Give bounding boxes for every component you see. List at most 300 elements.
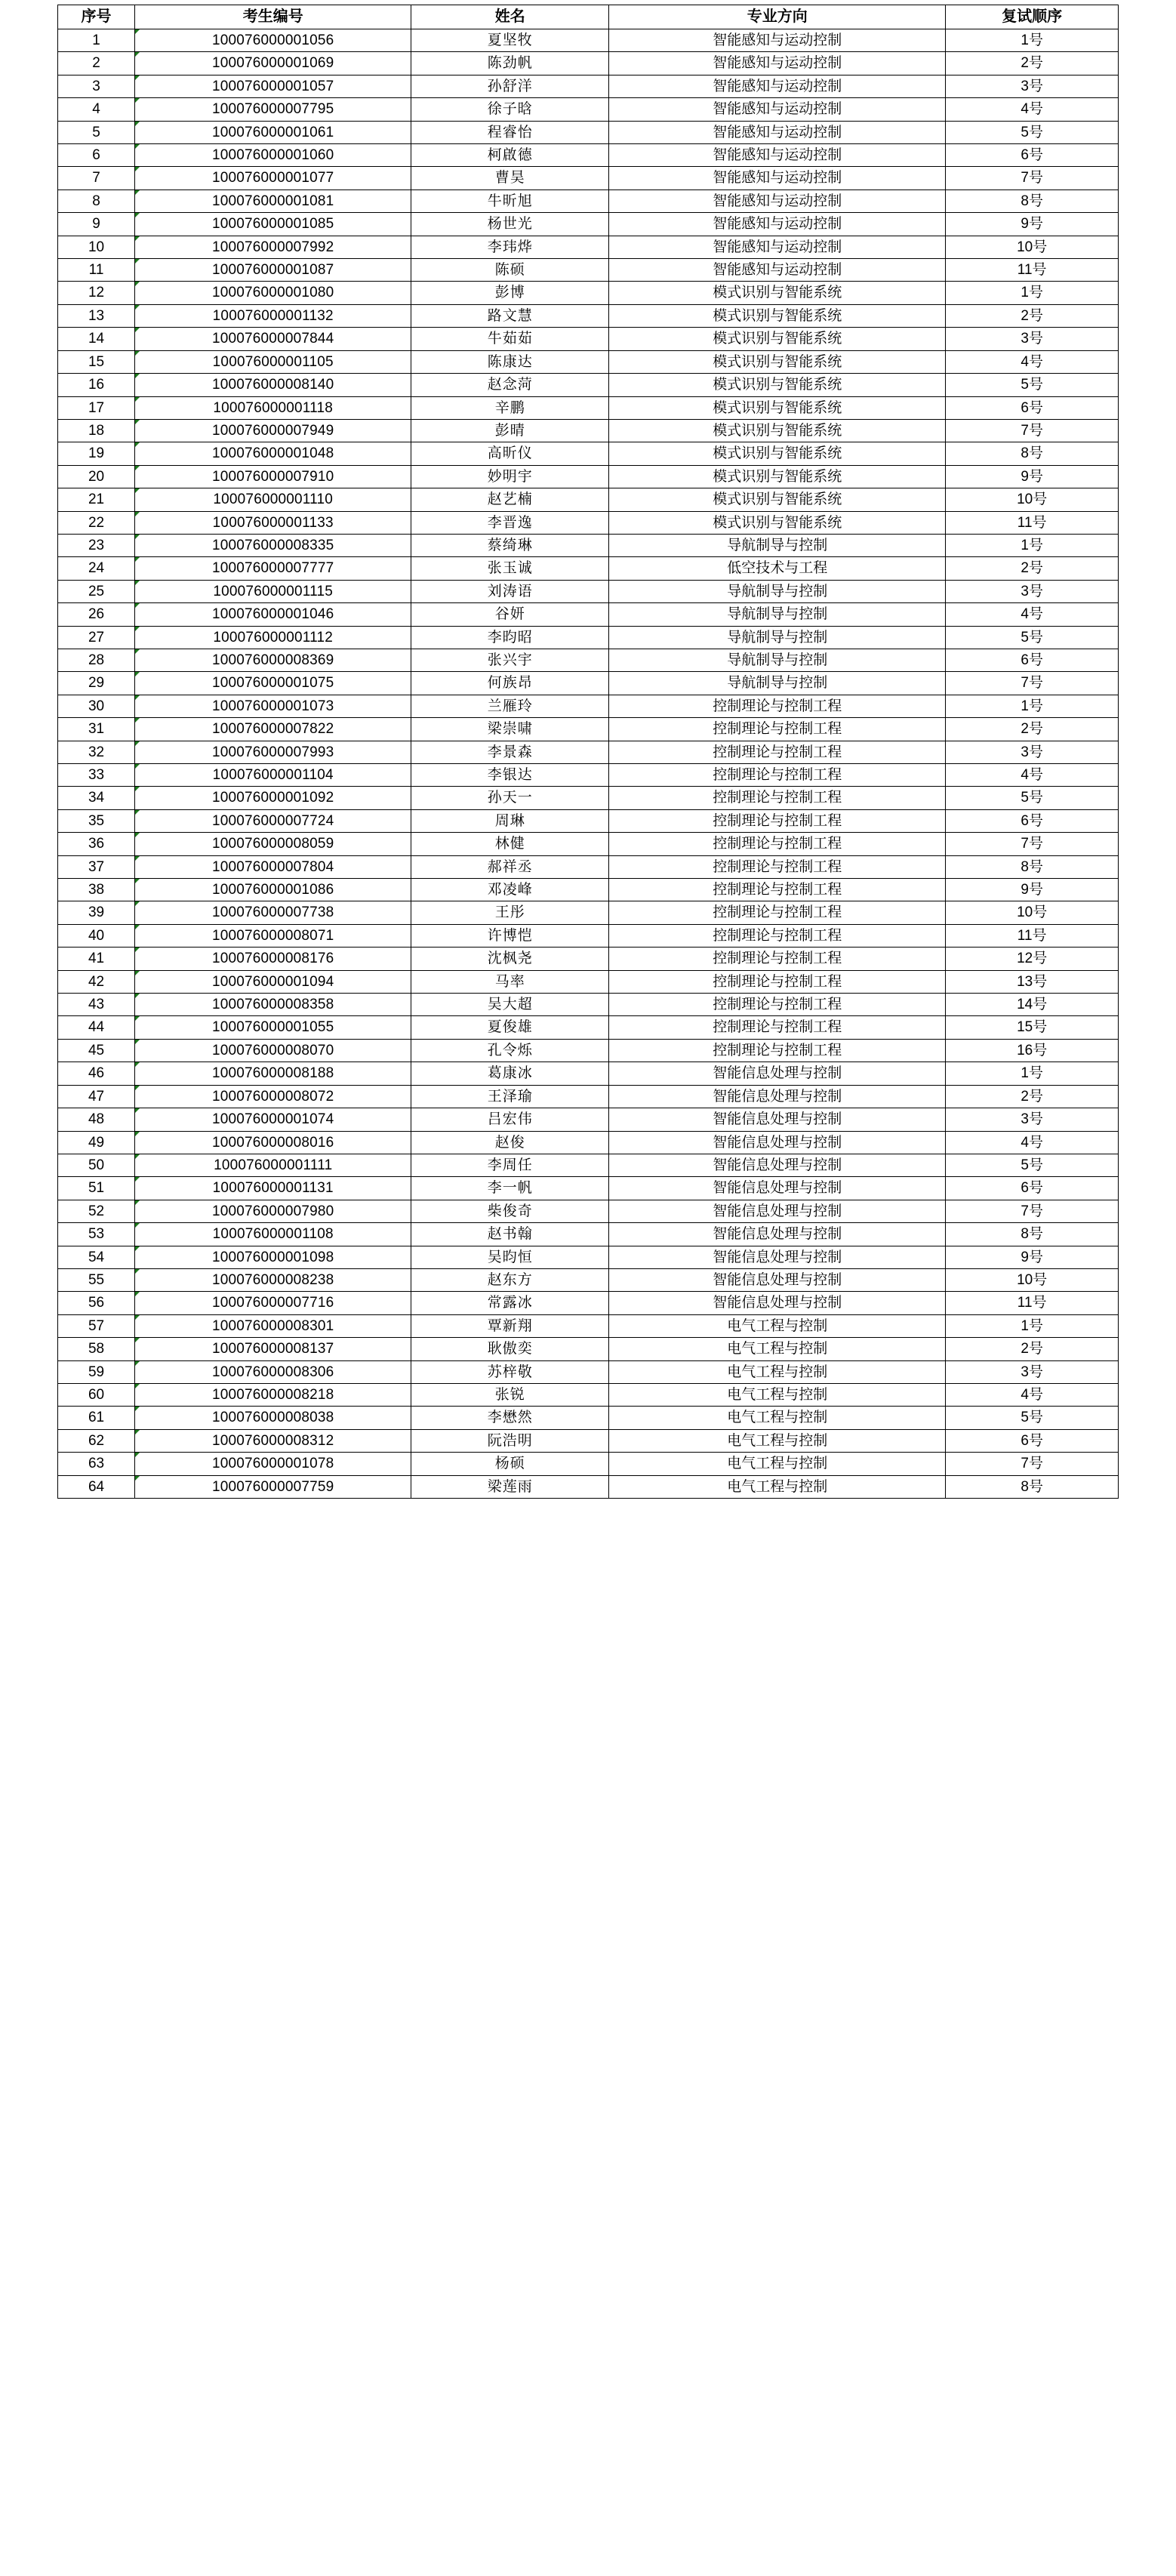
cell-seq[interactable]: 56 xyxy=(58,1292,135,1314)
cell-interview-order[interactable]: 11号 xyxy=(946,511,1119,534)
cell-seq[interactable]: 39 xyxy=(58,901,135,924)
table-row[interactable] xyxy=(58,1223,1119,1246)
cell-interview-order[interactable]: 10号 xyxy=(946,901,1119,924)
table-row[interactable] xyxy=(58,672,1119,695)
cell-major[interactable]: 智能感知与运动控制 xyxy=(609,52,946,75)
cell-major[interactable]: 控制理论与控制工程 xyxy=(609,787,946,809)
table-row[interactable] xyxy=(58,1062,1119,1085)
cell-interview-order[interactable]: 2号 xyxy=(946,52,1119,75)
cell-seq[interactable]: 2 xyxy=(58,52,135,75)
cell-exam-number[interactable]: 100076000001081 xyxy=(135,190,411,212)
cell-major[interactable]: 控制理论与控制工程 xyxy=(609,924,946,947)
cell-name[interactable]: 耿傲奕 xyxy=(411,1338,609,1360)
cell-major[interactable]: 模式识别与智能系统 xyxy=(609,396,946,419)
cell-name[interactable]: 赵艺楠 xyxy=(411,488,609,511)
cell-interview-order[interactable]: 15号 xyxy=(946,1016,1119,1039)
cell-name[interactable]: 谷妍 xyxy=(411,603,609,626)
cell-major[interactable]: 智能感知与运动控制 xyxy=(609,75,946,97)
cell-interview-order[interactable]: 3号 xyxy=(946,1108,1119,1131)
cell-interview-order[interactable]: 11号 xyxy=(946,259,1119,282)
cell-exam-number[interactable]: 100076000001118 xyxy=(135,396,411,419)
cell-seq[interactable]: 50 xyxy=(58,1154,135,1176)
cell-seq[interactable]: 10 xyxy=(58,236,135,258)
cell-seq[interactable]: 49 xyxy=(58,1131,135,1154)
cell-seq[interactable]: 25 xyxy=(58,580,135,602)
cell-name[interactable]: 李周任 xyxy=(411,1154,609,1176)
table-row[interactable] xyxy=(58,809,1119,832)
table-row[interactable] xyxy=(58,1246,1119,1268)
cell-major[interactable]: 控制理论与控制工程 xyxy=(609,901,946,924)
cell-name[interactable]: 覃新翔 xyxy=(411,1314,609,1337)
cell-seq[interactable]: 26 xyxy=(58,603,135,626)
table-row[interactable] xyxy=(58,534,1119,556)
cell-exam-number[interactable]: 100076000008238 xyxy=(135,1268,411,1291)
table-row[interactable] xyxy=(58,465,1119,488)
cell-major[interactable]: 控制理论与控制工程 xyxy=(609,741,946,763)
cell-interview-order[interactable]: 4号 xyxy=(946,98,1119,121)
cell-major[interactable]: 控制理论与控制工程 xyxy=(609,855,946,878)
cell-seq[interactable]: 11 xyxy=(58,259,135,282)
cell-seq[interactable]: 8 xyxy=(58,190,135,212)
cell-name[interactable]: 郝祥丞 xyxy=(411,855,609,878)
table-row[interactable] xyxy=(58,29,1119,52)
cell-interview-order[interactable]: 4号 xyxy=(946,764,1119,787)
cell-seq[interactable]: 34 xyxy=(58,787,135,809)
cell-major[interactable]: 智能感知与运动控制 xyxy=(609,98,946,121)
cell-name[interactable]: 孙舒洋 xyxy=(411,75,609,97)
table-row[interactable] xyxy=(58,649,1119,671)
cell-seq[interactable]: 9 xyxy=(58,213,135,236)
cell-major[interactable]: 模式识别与智能系统 xyxy=(609,304,946,327)
cell-interview-order[interactable]: 8号 xyxy=(946,1223,1119,1246)
cell-name[interactable]: 常露冰 xyxy=(411,1292,609,1314)
cell-name[interactable]: 许博恺 xyxy=(411,924,609,947)
cell-name[interactable]: 陈劲帆 xyxy=(411,52,609,75)
cell-major[interactable]: 模式识别与智能系统 xyxy=(609,328,946,350)
cell-interview-order[interactable]: 11号 xyxy=(946,1292,1119,1314)
cell-name[interactable]: 邓凌峰 xyxy=(411,879,609,901)
cell-seq[interactable]: 17 xyxy=(58,396,135,419)
cell-major[interactable]: 模式识别与智能系统 xyxy=(609,282,946,304)
cell-exam-number[interactable]: 100076000001105 xyxy=(135,350,411,373)
cell-major[interactable]: 智能感知与运动控制 xyxy=(609,213,946,236)
cell-name[interactable]: 牛昕旭 xyxy=(411,190,609,212)
cell-exam-number[interactable]: 100076000008312 xyxy=(135,1429,411,1452)
cell-interview-order[interactable]: 9号 xyxy=(946,879,1119,901)
cell-name[interactable]: 高昕仪 xyxy=(411,442,609,465)
cell-exam-number[interactable]: 100076000001098 xyxy=(135,1246,411,1268)
cell-seq[interactable]: 47 xyxy=(58,1085,135,1108)
table-row[interactable] xyxy=(58,259,1119,282)
table-row[interactable] xyxy=(58,213,1119,236)
cell-interview-order[interactable]: 2号 xyxy=(946,1338,1119,1360)
cell-name[interactable]: 程睿怡 xyxy=(411,121,609,143)
cell-major[interactable]: 电气工程与控制 xyxy=(609,1429,946,1452)
cell-name[interactable]: 杨世光 xyxy=(411,213,609,236)
cell-interview-order[interactable]: 5号 xyxy=(946,1154,1119,1176)
cell-major[interactable]: 智能信息处理与控制 xyxy=(609,1062,946,1085)
cell-major[interactable]: 智能信息处理与控制 xyxy=(609,1223,946,1246)
cell-major[interactable]: 控制理论与控制工程 xyxy=(609,764,946,787)
cell-seq[interactable]: 46 xyxy=(58,1062,135,1085)
table-row[interactable] xyxy=(58,718,1119,741)
cell-major[interactable]: 智能感知与运动控制 xyxy=(609,190,946,212)
table-row[interactable] xyxy=(58,1085,1119,1108)
cell-interview-order[interactable]: 6号 xyxy=(946,649,1119,671)
cell-interview-order[interactable]: 9号 xyxy=(946,465,1119,488)
cell-exam-number[interactable]: 100076000001085 xyxy=(135,213,411,236)
cell-name[interactable]: 张玉诚 xyxy=(411,557,609,580)
cell-exam-number[interactable]: 100076000001110 xyxy=(135,488,411,511)
cell-interview-order[interactable]: 8号 xyxy=(946,1475,1119,1498)
cell-exam-number[interactable]: 100076000001115 xyxy=(135,580,411,602)
cell-major[interactable]: 控制理论与控制工程 xyxy=(609,879,946,901)
cell-seq[interactable]: 35 xyxy=(58,809,135,832)
cell-name[interactable]: 夏坚牧 xyxy=(411,29,609,52)
cell-name[interactable]: 刘涛语 xyxy=(411,580,609,602)
cell-interview-order[interactable]: 2号 xyxy=(946,304,1119,327)
table-row[interactable] xyxy=(58,1039,1119,1062)
cell-exam-number[interactable]: 100076000001060 xyxy=(135,144,411,167)
cell-major[interactable]: 导航制导与控制 xyxy=(609,649,946,671)
table-row[interactable] xyxy=(58,1108,1119,1131)
cell-name[interactable]: 徐子晗 xyxy=(411,98,609,121)
cell-major[interactable]: 智能感知与运动控制 xyxy=(609,29,946,52)
cell-major[interactable]: 控制理论与控制工程 xyxy=(609,833,946,855)
table-row[interactable] xyxy=(58,1016,1119,1039)
cell-interview-order[interactable]: 6号 xyxy=(946,809,1119,832)
table-row[interactable] xyxy=(58,511,1119,534)
table-row[interactable] xyxy=(58,419,1119,442)
cell-interview-order[interactable]: 13号 xyxy=(946,970,1119,993)
cell-seq[interactable]: 57 xyxy=(58,1314,135,1337)
cell-name[interactable]: 苏梓敬 xyxy=(411,1360,609,1383)
table-row[interactable] xyxy=(58,75,1119,97)
table-row[interactable] xyxy=(58,901,1119,924)
cell-name[interactable]: 赵书翰 xyxy=(411,1223,609,1246)
cell-interview-order[interactable]: 2号 xyxy=(946,1085,1119,1108)
cell-seq[interactable]: 6 xyxy=(58,144,135,167)
cell-interview-order[interactable]: 1号 xyxy=(946,1314,1119,1337)
cell-name[interactable]: 赵念菏 xyxy=(411,374,609,396)
table-row[interactable] xyxy=(58,970,1119,993)
cell-exam-number[interactable]: 100076000007724 xyxy=(135,809,411,832)
cell-name[interactable]: 孙天一 xyxy=(411,787,609,809)
table-row[interactable] xyxy=(58,1131,1119,1154)
table-row[interactable] xyxy=(58,1475,1119,1498)
cell-seq[interactable]: 42 xyxy=(58,970,135,993)
cell-name[interactable]: 沈枫尧 xyxy=(411,948,609,970)
cell-seq[interactable]: 22 xyxy=(58,511,135,534)
cell-major[interactable]: 控制理论与控制工程 xyxy=(609,809,946,832)
cell-interview-order[interactable]: 5号 xyxy=(946,121,1119,143)
cell-name[interactable]: 王彤 xyxy=(411,901,609,924)
cell-major[interactable]: 智能感知与运动控制 xyxy=(609,121,946,143)
cell-exam-number[interactable]: 100076000008218 xyxy=(135,1383,411,1406)
table-row[interactable] xyxy=(58,1200,1119,1222)
cell-interview-order[interactable]: 7号 xyxy=(946,1453,1119,1475)
cell-seq[interactable]: 55 xyxy=(58,1268,135,1291)
cell-seq[interactable]: 21 xyxy=(58,488,135,511)
cell-exam-number[interactable]: 100076000001086 xyxy=(135,879,411,901)
cell-name[interactable]: 吴昀恒 xyxy=(411,1246,609,1268)
cell-seq[interactable]: 19 xyxy=(58,442,135,465)
cell-major[interactable]: 智能信息处理与控制 xyxy=(609,1246,946,1268)
cell-exam-number[interactable]: 100076000001074 xyxy=(135,1108,411,1131)
table-row[interactable] xyxy=(58,1407,1119,1429)
cell-name[interactable]: 路文慧 xyxy=(411,304,609,327)
cell-interview-order[interactable]: 9号 xyxy=(946,1246,1119,1268)
cell-exam-number[interactable]: 100076000001133 xyxy=(135,511,411,534)
cell-exam-number[interactable]: 100076000008301 xyxy=(135,1314,411,1337)
cell-exam-number[interactable]: 100076000008188 xyxy=(135,1062,411,1085)
cell-interview-order[interactable]: 12号 xyxy=(946,948,1119,970)
cell-major[interactable]: 智能信息处理与控制 xyxy=(609,1131,946,1154)
cell-seq[interactable]: 40 xyxy=(58,924,135,947)
cell-exam-number[interactable]: 100076000008335 xyxy=(135,534,411,556)
table-row[interactable] xyxy=(58,98,1119,121)
cell-interview-order[interactable]: 8号 xyxy=(946,442,1119,465)
table-row[interactable] xyxy=(58,580,1119,602)
cell-interview-order[interactable]: 5号 xyxy=(946,1407,1119,1429)
cell-seq[interactable]: 27 xyxy=(58,626,135,649)
cell-major[interactable]: 智能信息处理与控制 xyxy=(609,1292,946,1314)
cell-exam-number[interactable]: 100076000001057 xyxy=(135,75,411,97)
cell-seq[interactable]: 62 xyxy=(58,1429,135,1452)
cell-major[interactable]: 模式识别与智能系统 xyxy=(609,511,946,534)
cell-name[interactable]: 李玮烨 xyxy=(411,236,609,258)
cell-interview-order[interactable]: 6号 xyxy=(946,1429,1119,1452)
cell-seq[interactable]: 30 xyxy=(58,695,135,717)
cell-seq[interactable]: 51 xyxy=(58,1177,135,1200)
cell-seq[interactable]: 31 xyxy=(58,718,135,741)
cell-exam-number[interactable]: 100076000001077 xyxy=(135,167,411,190)
cell-seq[interactable]: 29 xyxy=(58,672,135,695)
cell-major[interactable]: 模式识别与智能系统 xyxy=(609,350,946,373)
table-row[interactable] xyxy=(58,833,1119,855)
cell-exam-number[interactable]: 100076000001087 xyxy=(135,259,411,282)
cell-exam-number[interactable]: 100076000008016 xyxy=(135,1131,411,1154)
cell-seq[interactable]: 20 xyxy=(58,465,135,488)
table-row[interactable] xyxy=(58,626,1119,649)
cell-interview-order[interactable]: 4号 xyxy=(946,1131,1119,1154)
cell-exam-number[interactable]: 100076000008059 xyxy=(135,833,411,855)
cell-major[interactable]: 智能信息处理与控制 xyxy=(609,1154,946,1176)
cell-interview-order[interactable]: 10号 xyxy=(946,236,1119,258)
cell-name[interactable]: 林健 xyxy=(411,833,609,855)
cell-major[interactable]: 智能感知与运动控制 xyxy=(609,236,946,258)
cell-interview-order[interactable]: 7号 xyxy=(946,167,1119,190)
table-row[interactable] xyxy=(58,948,1119,970)
cell-interview-order[interactable]: 9号 xyxy=(946,213,1119,236)
cell-interview-order[interactable]: 2号 xyxy=(946,557,1119,580)
cell-exam-number[interactable]: 100076000008071 xyxy=(135,924,411,947)
cell-exam-number[interactable]: 100076000008306 xyxy=(135,1360,411,1383)
table-row[interactable] xyxy=(58,994,1119,1016)
cell-name[interactable]: 妙明宇 xyxy=(411,465,609,488)
cell-name[interactable]: 吴大超 xyxy=(411,994,609,1016)
cell-seq[interactable]: 54 xyxy=(58,1246,135,1268)
cell-major[interactable]: 电气工程与控制 xyxy=(609,1407,946,1429)
cell-seq[interactable]: 58 xyxy=(58,1338,135,1360)
table-row[interactable] xyxy=(58,924,1119,947)
cell-exam-number[interactable]: 100076000001111 xyxy=(135,1154,411,1176)
table-row[interactable] xyxy=(58,1429,1119,1452)
cell-seq[interactable]: 45 xyxy=(58,1039,135,1062)
cell-interview-order[interactable]: 1号 xyxy=(946,695,1119,717)
cell-major[interactable]: 控制理论与控制工程 xyxy=(609,970,946,993)
cell-major[interactable]: 智能信息处理与控制 xyxy=(609,1108,946,1131)
cell-name[interactable]: 辛鹏 xyxy=(411,396,609,419)
cell-name[interactable]: 赵东方 xyxy=(411,1268,609,1291)
cell-name[interactable]: 葛康冰 xyxy=(411,1062,609,1085)
table-row[interactable] xyxy=(58,1453,1119,1475)
cell-exam-number[interactable]: 100076000001080 xyxy=(135,282,411,304)
cell-seq[interactable]: 53 xyxy=(58,1223,135,1246)
cell-major[interactable]: 控制理论与控制工程 xyxy=(609,695,946,717)
table-row[interactable] xyxy=(58,1383,1119,1406)
cell-name[interactable]: 李昀昭 xyxy=(411,626,609,649)
cell-interview-order[interactable]: 7号 xyxy=(946,672,1119,695)
cell-exam-number[interactable]: 100076000001104 xyxy=(135,764,411,787)
cell-major[interactable]: 模式识别与智能系统 xyxy=(609,442,946,465)
cell-name[interactable]: 兰雁玲 xyxy=(411,695,609,717)
cell-interview-order[interactable]: 1号 xyxy=(946,534,1119,556)
cell-exam-number[interactable]: 100076000007759 xyxy=(135,1475,411,1498)
table-row[interactable] xyxy=(58,121,1119,143)
cell-interview-order[interactable]: 10号 xyxy=(946,1268,1119,1291)
cell-seq[interactable]: 33 xyxy=(58,764,135,787)
cell-seq[interactable]: 52 xyxy=(58,1200,135,1222)
cell-major[interactable]: 电气工程与控制 xyxy=(609,1314,946,1337)
cell-name[interactable]: 张兴宇 xyxy=(411,649,609,671)
cell-name[interactable]: 李景森 xyxy=(411,741,609,763)
cell-exam-number[interactable]: 100076000001075 xyxy=(135,672,411,695)
table-row[interactable] xyxy=(58,1268,1119,1291)
cell-major[interactable]: 导航制导与控制 xyxy=(609,580,946,602)
cell-exam-number[interactable]: 100076000008369 xyxy=(135,649,411,671)
cell-name[interactable]: 柴俊奇 xyxy=(411,1200,609,1222)
cell-seq[interactable]: 3 xyxy=(58,75,135,97)
cell-name[interactable]: 孔令烁 xyxy=(411,1039,609,1062)
cell-name[interactable]: 周琳 xyxy=(411,809,609,832)
cell-interview-order[interactable]: 10号 xyxy=(946,488,1119,511)
cell-exam-number[interactable]: 100076000001046 xyxy=(135,603,411,626)
cell-exam-number[interactable]: 100076000008038 xyxy=(135,1407,411,1429)
cell-exam-number[interactable]: 100076000007992 xyxy=(135,236,411,258)
cell-major[interactable]: 模式识别与智能系统 xyxy=(609,465,946,488)
cell-exam-number[interactable]: 100076000007980 xyxy=(135,1200,411,1222)
cell-major[interactable]: 低空技术与工程 xyxy=(609,557,946,580)
cell-seq[interactable]: 60 xyxy=(58,1383,135,1406)
cell-exam-number[interactable]: 100076000007716 xyxy=(135,1292,411,1314)
cell-seq[interactable]: 16 xyxy=(58,374,135,396)
cell-exam-number[interactable]: 100076000001108 xyxy=(135,1223,411,1246)
cell-interview-order[interactable]: 6号 xyxy=(946,396,1119,419)
table-row[interactable] xyxy=(58,350,1119,373)
cell-name[interactable]: 阮浩明 xyxy=(411,1429,609,1452)
table-row[interactable] xyxy=(58,328,1119,350)
cell-interview-order[interactable]: 1号 xyxy=(946,282,1119,304)
table-row[interactable] xyxy=(58,374,1119,396)
cell-major[interactable]: 控制理论与控制工程 xyxy=(609,994,946,1016)
cell-exam-number[interactable]: 100076000008176 xyxy=(135,948,411,970)
table-row[interactable] xyxy=(58,787,1119,809)
table-row[interactable] xyxy=(58,695,1119,717)
cell-major[interactable]: 智能感知与运动控制 xyxy=(609,144,946,167)
table-row[interactable] xyxy=(58,488,1119,511)
cell-exam-number[interactable]: 100076000007910 xyxy=(135,465,411,488)
cell-major[interactable]: 导航制导与控制 xyxy=(609,672,946,695)
cell-seq[interactable]: 64 xyxy=(58,1475,135,1498)
cell-major[interactable]: 智能信息处理与控制 xyxy=(609,1268,946,1291)
table-row[interactable] xyxy=(58,1177,1119,1200)
cell-major[interactable]: 模式识别与智能系统 xyxy=(609,419,946,442)
cell-exam-number[interactable]: 100076000008140 xyxy=(135,374,411,396)
cell-interview-order[interactable]: 4号 xyxy=(946,1383,1119,1406)
cell-interview-order[interactable]: 11号 xyxy=(946,924,1119,947)
table-row[interactable] xyxy=(58,52,1119,75)
cell-name[interactable]: 李银达 xyxy=(411,764,609,787)
cell-seq[interactable]: 15 xyxy=(58,350,135,373)
cell-name[interactable]: 彭晴 xyxy=(411,419,609,442)
cell-exam-number[interactable]: 100076000007822 xyxy=(135,718,411,741)
cell-interview-order[interactable]: 5号 xyxy=(946,374,1119,396)
cell-name[interactable]: 陈康达 xyxy=(411,350,609,373)
cell-seq[interactable]: 23 xyxy=(58,534,135,556)
cell-major[interactable]: 导航制导与控制 xyxy=(609,603,946,626)
cell-major[interactable]: 模式识别与智能系统 xyxy=(609,374,946,396)
cell-interview-order[interactable]: 8号 xyxy=(946,855,1119,878)
cell-interview-order[interactable]: 2号 xyxy=(946,718,1119,741)
cell-seq[interactable]: 24 xyxy=(58,557,135,580)
cell-name[interactable]: 牛茹茹 xyxy=(411,328,609,350)
table-row[interactable] xyxy=(58,442,1119,465)
cell-seq[interactable]: 38 xyxy=(58,879,135,901)
table-row[interactable] xyxy=(58,304,1119,327)
cell-interview-order[interactable]: 5号 xyxy=(946,626,1119,649)
cell-interview-order[interactable]: 3号 xyxy=(946,1360,1119,1383)
cell-major[interactable]: 模式识别与智能系统 xyxy=(609,488,946,511)
cell-interview-order[interactable]: 3号 xyxy=(946,580,1119,602)
cell-interview-order[interactable]: 5号 xyxy=(946,787,1119,809)
cell-name[interactable]: 李一帆 xyxy=(411,1177,609,1200)
cell-exam-number[interactable]: 100076000007804 xyxy=(135,855,411,878)
cell-seq[interactable]: 12 xyxy=(58,282,135,304)
table-row[interactable] xyxy=(58,1360,1119,1383)
cell-seq[interactable]: 44 xyxy=(58,1016,135,1039)
table-row[interactable] xyxy=(58,1154,1119,1176)
cell-seq[interactable]: 61 xyxy=(58,1407,135,1429)
cell-interview-order[interactable]: 6号 xyxy=(946,144,1119,167)
cell-exam-number[interactable]: 100076000001069 xyxy=(135,52,411,75)
cell-interview-order[interactable]: 16号 xyxy=(946,1039,1119,1062)
cell-major[interactable]: 控制理论与控制工程 xyxy=(609,1016,946,1039)
table-row[interactable] xyxy=(58,167,1119,190)
table-row[interactable] xyxy=(58,1292,1119,1314)
table-row[interactable] xyxy=(58,190,1119,212)
cell-seq[interactable]: 7 xyxy=(58,167,135,190)
cell-name[interactable]: 李晋逸 xyxy=(411,511,609,534)
cell-major[interactable]: 电气工程与控制 xyxy=(609,1383,946,1406)
cell-major[interactable]: 控制理论与控制工程 xyxy=(609,948,946,970)
table-row[interactable] xyxy=(58,282,1119,304)
table-row[interactable] xyxy=(58,855,1119,878)
cell-exam-number[interactable]: 100076000007993 xyxy=(135,741,411,763)
cell-major[interactable]: 智能感知与运动控制 xyxy=(609,259,946,282)
cell-interview-order[interactable]: 7号 xyxy=(946,1200,1119,1222)
cell-exam-number[interactable]: 100076000001132 xyxy=(135,304,411,327)
